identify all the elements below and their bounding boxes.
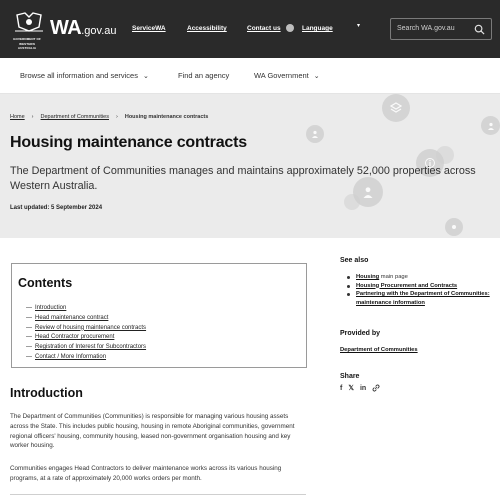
list-item: — Head Contractor procurement [26, 334, 115, 341]
person-icon [481, 116, 500, 135]
linkedin-icon[interactable]: in [359, 384, 367, 392]
wa-government-label: WA Government [254, 71, 309, 80]
toc-link-procurement[interactable]: Head Contractor procurement [35, 334, 115, 341]
search-placeholder: Search WA.gov.au [397, 25, 455, 32]
chevron-down-icon: ⌄ [142, 73, 149, 80]
toc-link-registration[interactable]: Registration of Interest for Subcontractors [35, 344, 147, 351]
chevron-right-icon: › [116, 114, 118, 120]
contact-us-link[interactable]: Contact us [247, 25, 281, 32]
decorative-bubble [436, 146, 454, 164]
browse-menu[interactable] [20, 71, 149, 80]
layers-icon [382, 94, 410, 122]
site-header [0, 0, 500, 58]
page-title: Housing maintenance contracts [10, 134, 247, 151]
person-icon [306, 125, 324, 143]
introduction-heading: Introduction [10, 386, 83, 400]
see-also-suffix: main page [379, 274, 408, 280]
page-hero [0, 94, 500, 238]
crest-text-line-2: WESTERN AUSTRALIA [17, 42, 37, 50]
decorative-bubble [344, 194, 360, 210]
site-logo[interactable] [50, 17, 117, 40]
list-item [346, 282, 496, 291]
list-item: — Registration of Interest for Subcontractors [26, 344, 147, 351]
breadcrumb-department[interactable]: Department of Communities [40, 114, 109, 120]
search-icon[interactable] [474, 24, 485, 35]
breadcrumb-home[interactable]: Home [10, 114, 25, 120]
globe-icon [286, 24, 294, 32]
secondary-nav [0, 58, 500, 94]
search-input[interactable] [390, 18, 492, 40]
see-also-list [346, 273, 496, 307]
list-item [346, 273, 496, 282]
divider [10, 494, 306, 495]
intro-paragraph-2: Communities engages Head Contractors to deliver maintenance works across its various housing programs, at a rate of approximately 20,000 works orders per month. [10, 465, 282, 482]
breadcrumb [10, 114, 208, 120]
find-agency-link[interactable]: Find an agency [178, 71, 230, 80]
share-heading: Share [340, 373, 360, 380]
intro-paragraph-1: The Department of Communities (Communities) is responsible for managing various housing assets across the State. This includes public housing, housing in remote Aboriginal communities, government regional officers' housing, community housing, leased non-government organisation housing and key worker housing. [10, 413, 295, 450]
see-also-link-procurement[interactable]: Housing Procurement and Contracts [356, 282, 458, 289]
decorative-bubble [445, 218, 463, 236]
toc-link-head-maintenance-contract[interactable]: Head maintenance contract [35, 314, 109, 321]
last-updated: Last updated: 5 September 2024 [10, 205, 103, 211]
page-lede: The Department of Communities manages and maintains approximately 52,000 properties across Western Australia. [10, 165, 476, 192]
chevron-down-icon[interactable]: ▾ [357, 23, 361, 29]
toc-link-contact[interactable]: Contact / More Information [35, 353, 107, 360]
toc-link-introduction[interactable]: Introduction [35, 305, 67, 311]
link-icon[interactable] [372, 384, 380, 392]
see-also-link-partnering[interactable]: Partnering with the Department of Communities: maintenance information [356, 291, 490, 306]
provided-by-heading: Provided by [340, 330, 381, 337]
list-item: — Contact / More Information [26, 353, 107, 360]
servicewa-link[interactable]: ServiceWA [132, 25, 166, 32]
toc-list [26, 304, 146, 363]
share-icons [340, 384, 380, 392]
table-of-contents [11, 263, 307, 368]
see-also-link-housing[interactable]: Housing [356, 274, 380, 280]
provided-by-link[interactable]: Department of Communities [340, 347, 418, 353]
crest-text-line-1: GOVERNMENT OF [13, 37, 41, 41]
toc-link-review[interactable]: Review of housing maintenance contracts [35, 324, 147, 331]
breadcrumb-current: Housing maintenance contracts [124, 114, 209, 120]
list-item: — Introduction [26, 305, 67, 311]
chevron-right-icon: › [31, 114, 34, 120]
accessibility-link[interactable]: Accessibility [187, 25, 227, 32]
wa-government-menu[interactable] [254, 71, 320, 80]
browse-menu-label: Browse all information and services [20, 71, 138, 80]
toc-heading: Contents [18, 276, 73, 290]
language-selector[interactable]: Language [302, 25, 333, 32]
list-item [346, 290, 496, 307]
see-also-heading: See also [340, 257, 369, 264]
brand-main: WA [50, 17, 82, 39]
list-item: — Head maintenance contract [26, 314, 109, 321]
brand-suffix: .gov.au [81, 25, 117, 37]
chevron-down-icon: ⌄ [313, 73, 320, 80]
x-icon[interactable]: 𝕏 [348, 385, 354, 392]
facebook-icon[interactable]: f [340, 384, 343, 392]
list-item: — Review of housing maintenance contracts [26, 324, 147, 331]
